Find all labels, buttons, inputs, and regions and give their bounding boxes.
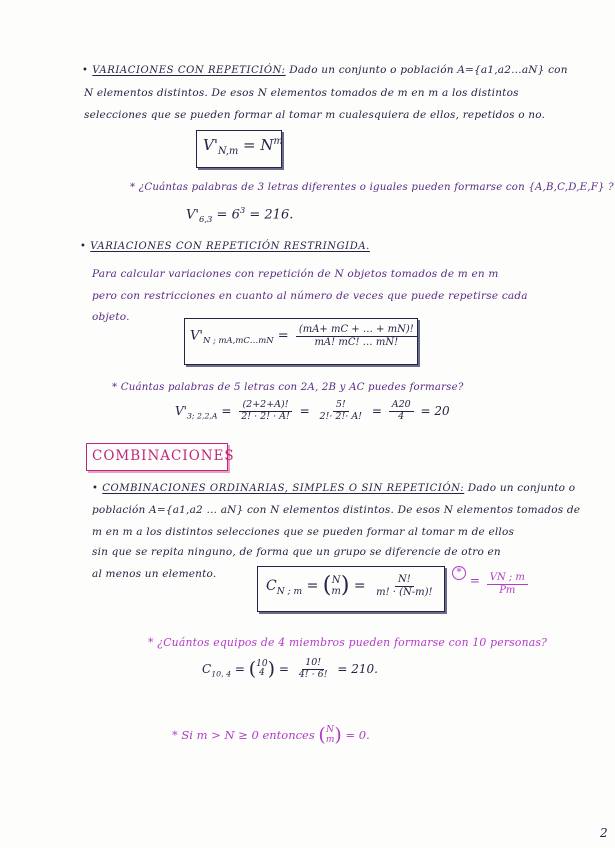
- example-denominator-3: 4: [398, 410, 405, 422]
- example-denominator-2: 2!· 2!· A!: [319, 410, 362, 422]
- section3-note: [172, 726, 370, 746]
- note-prefix: * Si m > N ≥ 0 entonces: [172, 727, 315, 742]
- example-sub: 3; 2,2,A: [186, 411, 218, 421]
- example-result: = 216.: [249, 207, 294, 223]
- example-result: = 210.: [337, 661, 378, 676]
- section3-line4: sin que se repita ninguno, de forma que un grupo se diferencie de otro en: [92, 546, 501, 558]
- section3-alt-formula: [452, 566, 531, 596]
- section3-line5: al menos un elemento.: [92, 568, 217, 580]
- section3-formula: [266, 574, 439, 598]
- example-fraction-3: [389, 400, 414, 423]
- section1-line1: Dado un conjunto o población A={a1,a2…aN} con: [289, 64, 568, 76]
- formula-binomial: ( N m ): [322, 573, 350, 598]
- formula-sub: N,m: [217, 146, 239, 157]
- example-lhs: V': [186, 207, 199, 223]
- example-numerator: 10!: [302, 658, 324, 670]
- binomial-top: N: [326, 725, 335, 735]
- formula-eq: =: [243, 136, 256, 154]
- example-numerator-3: A20: [389, 400, 414, 412]
- binomial-top: N: [331, 575, 341, 586]
- formula-sub: N ; mA,mC…mN: [202, 335, 274, 346]
- example-lhs: C: [202, 661, 212, 676]
- formula-eq: =: [306, 578, 319, 594]
- formula-numerator: (mA+ mC + … + mN)!: [296, 324, 417, 337]
- binomial-bottom: 4: [259, 668, 265, 679]
- example-base: 6: [231, 207, 240, 223]
- alt-mark: *: [452, 566, 466, 580]
- section2-title: VARIACIONES CON REPETICIÓN RESTRINGIDA.: [90, 241, 370, 252]
- formula-fraction: [296, 324, 417, 348]
- example-sub: 10, 4: [211, 669, 232, 679]
- formula-lhs: C: [266, 578, 277, 594]
- section1-formula: [203, 136, 283, 157]
- example-denominator-1: 2! · 2! · A!: [241, 410, 290, 422]
- alt-denominator: Pm: [499, 584, 516, 596]
- section3-question: * ¿Cuántos equipos de 4 miembros pueden formarse con 10 personas?: [148, 636, 548, 649]
- example-numerator-1: (2+2+A)!: [239, 400, 291, 412]
- section2-heading: • VARIACIONES CON REPETICIÓN RESTRINGIDA.: [80, 241, 370, 252]
- formula-eq: =: [277, 328, 289, 344]
- alt-eq: =: [469, 573, 480, 588]
- binomial-bottom: m: [331, 586, 341, 597]
- formula-eq-2: =: [353, 578, 366, 594]
- section3-line3: m en m a los distintos selecciones que se pueden formar al tomar m de ellos: [92, 526, 515, 538]
- example-binomial: ( 10 4 ): [248, 657, 276, 680]
- section1-heading: • VARIACIONES CON REPETICIÓN: Dado un conjunto o población A={a1,a2…aN} con: [82, 64, 568, 76]
- section2-example: [175, 400, 450, 423]
- example-fraction-2: [317, 400, 365, 423]
- note-binomial: ( N m ): [318, 724, 342, 747]
- formula-denominator: mA! mC! … mN!: [314, 336, 399, 348]
- formula-lhs: V': [190, 328, 203, 344]
- section2-question: * Cuántas palabras de 5 letras con 2A, 2B y AC puedes formarse?: [112, 382, 464, 393]
- section3-line2: población A={a1,a2 … aN} con N elementos distintos. De esos N elementos tomados de: [92, 504, 581, 516]
- alt-fraction: [487, 572, 528, 596]
- formula-sub: N ; m: [276, 586, 303, 597]
- example-sub: 6,3: [198, 213, 213, 224]
- section3-title: COMBINACIONES: [92, 448, 235, 464]
- example-numerator-2: 5!: [333, 400, 349, 412]
- example-eq-2: =: [299, 403, 310, 418]
- alt-numerator: VN ; m: [487, 572, 528, 585]
- binomial-bottom: m: [325, 734, 335, 745]
- note-result: = 0.: [345, 727, 370, 742]
- example-fraction: [296, 658, 331, 681]
- page-number: 2: [600, 826, 608, 840]
- section2-line2: pero con restricciones en cuanto al número de veces que puede repetirse cada: [92, 290, 528, 302]
- section2-line1: Para calcular variaciones con repetición de N objetos tomados de m en m: [92, 268, 499, 280]
- section1-question: * ¿Cuántas palabras de 3 letras diferentes o iguales pueden formarse con {A,B,C,D,E,F} ?: [130, 182, 614, 193]
- section1-line3: selecciones que se pueden formar al tomar m cualesquiera de ellos, repetidos o no.: [84, 109, 546, 121]
- section3-subtitle: COMBINACIONES ORDINARIAS, SIMPLES O SIN REPETICIÓN:: [102, 483, 465, 494]
- section1-example: [186, 205, 293, 224]
- formula-numerator: N!: [395, 574, 414, 587]
- formula-fraction: [373, 574, 435, 598]
- example-eq-2: =: [278, 661, 289, 676]
- formula-rhs: N: [260, 136, 274, 154]
- example-result: = 20: [420, 403, 450, 418]
- formula-denominator: m! · (N-m)!: [376, 586, 433, 598]
- example-exp: 3: [239, 205, 246, 215]
- section1-title: VARIACIONES CON REPETICIÓN:: [92, 65, 286, 76]
- example-denominator: 4! · 6!: [298, 668, 328, 680]
- binomial-top: 10: [256, 658, 268, 669]
- example-fraction-1: [238, 400, 293, 423]
- section2-formula: [190, 324, 420, 348]
- example-eq: =: [234, 661, 245, 676]
- formula-exp: m: [273, 136, 283, 147]
- section3-heading: • COMBINACIONES ORDINARIAS, SIMPLES O SIN REPETICIÓN: Dado un conjunto o: [92, 482, 576, 494]
- section3-line1: Dado un conjunto o: [467, 482, 576, 494]
- example-eq-3: =: [371, 403, 382, 418]
- example-eq: =: [221, 403, 232, 418]
- example-eq: =: [216, 207, 228, 223]
- example-lhs: V': [175, 403, 187, 418]
- section2-line3: objeto.: [92, 311, 130, 323]
- formula-lhs: V': [203, 136, 218, 154]
- section1-line2: N elementos distintos. De esos N elementos tomados de m en m a los distintos: [84, 87, 519, 99]
- section3-example: [202, 658, 378, 681]
